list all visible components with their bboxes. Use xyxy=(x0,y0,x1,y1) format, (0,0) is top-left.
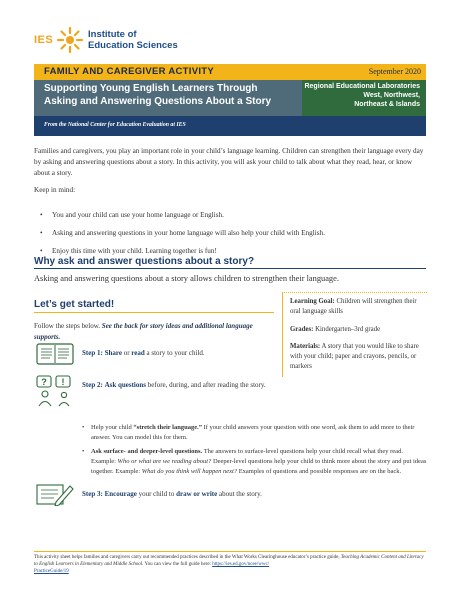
list-item xyxy=(82,447,428,477)
step-2 xyxy=(82,380,282,391)
footer-line1: This activity sheet helps families and caregivers carry out recommended practices described in the What Works Clearinghouse educator’s practice guide, xyxy=(34,555,340,560)
logo-mark: IES xyxy=(34,34,54,46)
materials-label: Materials: xyxy=(290,343,321,350)
list-item: • Asking and answering questions in your home language will also help your child with English. xyxy=(40,228,426,239)
step-1-read: read xyxy=(131,349,145,357)
footer-divider xyxy=(34,551,426,552)
follow-text: Follow the steps below. xyxy=(34,322,101,330)
svg-text:!: ! xyxy=(61,377,65,387)
step-1-share: Share xyxy=(104,349,122,357)
follow-instructions xyxy=(34,321,274,342)
footer-note xyxy=(34,554,426,575)
materials-text: A story that you would like to share with your child; paper and crayons, pencils, or markers xyxy=(290,343,419,370)
step-2-ask: Ask questions xyxy=(104,381,146,389)
grades xyxy=(290,325,424,335)
title-line1: Supporting Young English Learners Through xyxy=(44,83,258,94)
step-3-encourage: Encourage xyxy=(104,490,137,498)
book-icon xyxy=(36,343,74,365)
grades-label: Grades: xyxy=(290,326,314,333)
date-label: September 2020 xyxy=(368,67,421,76)
title-line2: Asking and Answering Questions About a Story xyxy=(44,96,272,107)
step-3 xyxy=(82,489,402,500)
step-1-or: or xyxy=(123,349,130,357)
step-2-rest: before, during, and after reading the story. xyxy=(147,381,266,389)
logo-line1: Institute of xyxy=(88,29,137,40)
svg-text:?: ? xyxy=(41,377,47,387)
materials xyxy=(290,342,424,372)
logo-line2: Education Sciences xyxy=(88,40,178,51)
step-1-label: Step 1: xyxy=(82,349,103,357)
b2-example-2: What do you think will happen next? xyxy=(141,468,238,475)
step-1 xyxy=(82,348,282,359)
guide-url-1: https://ies.ed.gov/ncee/wwc/ xyxy=(212,562,270,567)
lab-line1: Regional Educational Laboratories xyxy=(304,83,420,90)
step-3-rest: about the story. xyxy=(218,490,262,498)
lab-line3: Northeast & Islands xyxy=(354,101,420,108)
list-item: • You and your child can use your home language or English. xyxy=(40,210,426,221)
ies-logo[interactable] xyxy=(34,26,234,56)
list-item xyxy=(82,423,428,443)
b1-rest: If your child answers your question with one word, ask them to add more to their answer. You can model this for them. xyxy=(91,424,415,441)
guide-url-2: PracticeGuide/19 xyxy=(34,569,69,574)
step-2-list xyxy=(82,423,428,481)
b2-b: Deeper-level questions help your child to think more about the story and put ideas together. Example: xyxy=(91,458,427,475)
source-text: From the National Center for Education Evaluation at IES xyxy=(44,122,186,128)
b1-lead: Help your child xyxy=(91,424,132,431)
why-text: Asking and answering questions about a story allows children to strengthen their language. xyxy=(34,274,339,283)
learning-goal xyxy=(290,297,424,317)
b2-a: The answers to surface-level questions help your child recall what they read. Example: xyxy=(91,448,403,465)
divider xyxy=(34,268,426,269)
pencil-paper-icon xyxy=(36,482,74,506)
conversation-icon xyxy=(36,375,76,407)
step-3-draw: draw or write xyxy=(176,490,218,498)
step-1-rest: a story to your child. xyxy=(146,349,205,357)
page-title xyxy=(44,82,294,108)
step-2-label: Step 2: xyxy=(82,381,103,389)
step-3-label: Step 3: xyxy=(82,490,103,498)
b2-bold: Ask surface- and deeper-level questions. xyxy=(91,448,203,455)
grades-text: Kindergarten–3rd grade xyxy=(315,326,381,333)
keep-in-mind-label: Keep in mind: xyxy=(34,186,76,194)
b2-example-1: Who or what are we reading about? xyxy=(117,458,212,465)
list-item: • Enjoy this time with your child. Learning together is fun! xyxy=(40,246,426,257)
divider xyxy=(34,312,274,313)
b2-c: Examples of questions and possible responses are on the back. xyxy=(238,468,402,475)
step-3-mid: your child to xyxy=(138,490,175,498)
guide-title: Teaching Academic Content and Literacy to English Learners in Elementary and Middle School. xyxy=(34,555,424,567)
lab-line2: West, Northwest, xyxy=(363,92,420,99)
goal-text: Children will strengthen their oral language skills xyxy=(290,298,417,315)
footer-line2: You can view the full guide here: xyxy=(144,562,211,567)
intro-paragraph: Families and caregivers, you play an important role in your child’s language learning. Children can strengthen their language every day by asking and answering questions about a story. In this activity, you will ask your child to talk about what they read, hear, or know about a story. xyxy=(34,147,424,177)
sun-icon xyxy=(56,26,84,54)
why-heading: Why ask and answer questions about a story? xyxy=(34,256,255,267)
b1-bold: “stretch their language.” xyxy=(133,424,202,431)
activity-label: FAMILY AND CAREGIVER ACTIVITY xyxy=(44,66,215,77)
follow-emphasis: See the back for story ideas and additional language supports. xyxy=(34,322,253,341)
lab-name xyxy=(302,82,420,109)
goal-label: Learning Goal: xyxy=(290,298,335,305)
start-heading: Let’s get started! xyxy=(34,299,115,310)
